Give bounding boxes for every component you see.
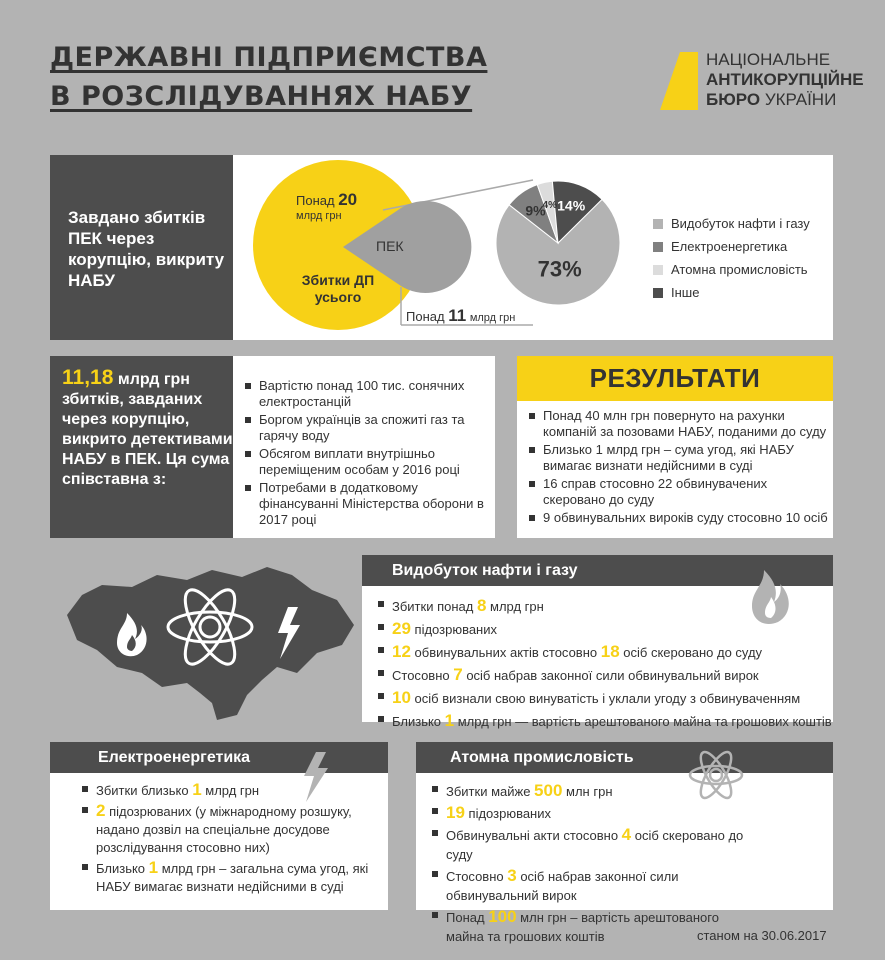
- electric-text: млрд грн: [201, 783, 260, 798]
- logo-line-3-thin: УКРАЇНИ: [764, 90, 837, 109]
- atom-text: Стосовно: [446, 869, 508, 884]
- atom-number: 3: [507, 866, 517, 885]
- damage-description: Завдано збитків ПЕК через корупцію, викриту НАБУ: [50, 155, 233, 340]
- electric-text: підозрюваних (у міжнародному розшуку, надано дозвіл на спеціальне досудове розслідування стосовно них): [96, 804, 352, 855]
- result-item: Понад 40 млн грн повернуто на рахунки компаній за позовами НАБУ, поданими до суду: [527, 408, 833, 440]
- atom-item: [430, 825, 750, 864]
- comparison-list-panel: [233, 356, 495, 538]
- electric-item: [80, 781, 380, 800]
- atom-text: млн грн: [562, 784, 613, 799]
- oil-item: [376, 711, 833, 732]
- oil-text: осіб скеровано до суду: [619, 645, 763, 660]
- comparison-bold-end: Ця сума співставна з:: [62, 451, 230, 488]
- nabu-logo-icon: [660, 52, 698, 110]
- oil-item: [376, 642, 833, 663]
- results-list: [527, 408, 833, 526]
- atom-item: [430, 803, 750, 823]
- pie-legend: [653, 212, 810, 304]
- result-item: 16 справ стосовно 22 обвинувачених скеровано до суду: [527, 476, 833, 508]
- total-damage-amount: [296, 190, 358, 223]
- legend-label-electric: Електроенергетика: [671, 239, 788, 254]
- pek-value: 11: [448, 306, 467, 325]
- logo-line-1: НАЦІОНАЛЬНЕ: [706, 50, 831, 69]
- legend-item-other: [653, 281, 810, 304]
- atom-section-title: Атомна промисловість: [416, 742, 833, 773]
- comparison-item: Потребами в додатковому фінансуванні Міністерства оборони в 2017 році: [243, 480, 495, 528]
- title-line-1: ДЕРЖАВНІ ПІДПРИЄМСТВА: [50, 42, 488, 73]
- oil-text: млрд грн — вартість арештованого майна та грошових коштів: [454, 714, 832, 729]
- atom-number: 500: [534, 781, 563, 800]
- oil-text: осіб визнали свою винуватість і уклали угоду з обвинуваченням: [410, 691, 801, 706]
- results-panel: [517, 401, 833, 538]
- oil-text: млрд грн: [486, 599, 544, 614]
- legend-label-atom: Атомна промисловість: [671, 262, 808, 277]
- total-unit: млрд грн: [296, 210, 342, 222]
- results-title: РЕЗУЛЬТАТИ: [517, 356, 833, 401]
- atom-text: осіб скеровано до суду: [446, 828, 744, 862]
- electric-number: 1: [148, 858, 159, 877]
- pek-label: ПЕК: [376, 238, 404, 254]
- date-note: станом на 30.06.2017: [697, 928, 827, 943]
- oil-number: 7: [453, 665, 463, 684]
- electric-item: [80, 802, 380, 857]
- atom-icon-outline: [686, 745, 746, 805]
- oil-item: [376, 688, 833, 709]
- logo-line-3-bold: БЮРО: [706, 90, 761, 109]
- logo-line-2: АНТИКОРУПЦІЙНЕ: [706, 70, 864, 89]
- pie-label-electric: 9%: [525, 202, 546, 219]
- legend-item-electric: [653, 235, 810, 258]
- oil-text: Стосовно: [392, 668, 454, 683]
- total-damage-label: Збитки ДП усього: [301, 272, 375, 305]
- electric-number: 2: [96, 801, 106, 820]
- pek-pie-chart: [490, 180, 630, 310]
- ukraine-shape: [67, 567, 354, 720]
- nabu-logo-text: [706, 50, 864, 110]
- electric-text: Збитки близько: [96, 783, 193, 798]
- oil-text: Близько: [392, 714, 445, 729]
- electric-item: [80, 859, 380, 896]
- title-line-2: В РОЗСЛІДУВАННЯХ НАБУ: [50, 81, 473, 112]
- atom-text: Понад: [446, 910, 489, 925]
- oil-text: осіб набрав законної сили обвинувальний вирок: [462, 668, 759, 683]
- atom-text: осіб набрав законної сили обвинувальний вирок: [446, 869, 679, 903]
- oil-number: 18: [600, 642, 620, 661]
- atom-number: 19: [446, 803, 465, 822]
- pie-label-other: 14%: [557, 197, 586, 214]
- result-item: 9 обвинувальних вироків суду стосовно 10 осіб: [527, 510, 833, 526]
- atom-text: підозрюваних: [464, 806, 552, 821]
- atom-item: [430, 866, 750, 905]
- page-title: [50, 38, 487, 116]
- atom-text: Обвинувальні акти стосовно: [446, 828, 622, 843]
- electric-section-title: Електроенергетика: [50, 742, 388, 773]
- atom-text: Збитки майже: [446, 784, 535, 799]
- comparison-text: млрд грн збитків, завданих через корупцію, викрито детективами НАБУ в ПЕК.: [62, 371, 233, 468]
- total-value: 20: [338, 190, 358, 209]
- pie-label-oil: 73%: [537, 256, 582, 282]
- total-prefix: Понад: [296, 193, 335, 208]
- ukraine-map: [62, 555, 362, 725]
- oil-text: Збитки понад: [392, 599, 477, 614]
- comparison-big-value: 11,18: [62, 366, 114, 389]
- legend-label-other: Інше: [671, 285, 700, 300]
- legend-item-atom: [653, 258, 810, 281]
- electric-list: [80, 781, 380, 896]
- oil-number: 1: [444, 711, 455, 730]
- pek-unit: млрд грн: [469, 312, 516, 324]
- result-item: Близько 1 млрд грн – сума угод, які НАБУ вимагає визнати недійсними в суді: [527, 442, 833, 474]
- legend-item-oil: [653, 212, 810, 235]
- pek-prefix: Понад: [406, 309, 445, 324]
- oil-item: [376, 665, 833, 686]
- legend-label-oil: Видобуток нафти і газу: [671, 216, 810, 231]
- oil-section-title: Видобуток нафти і газу: [362, 555, 833, 586]
- comparison-item: Обсягом виплати внутрішньо переміщеним особам у 2016 році: [243, 446, 495, 478]
- comparison-summary: [50, 356, 233, 538]
- oil-text: обвинувальних актів стосовно: [410, 645, 601, 660]
- atom-text: млн грн – вартість арештованого майна та грошових коштів: [446, 910, 719, 944]
- electric-section: [50, 773, 388, 910]
- electric-number: 1: [192, 780, 202, 799]
- oil-number: 29: [392, 619, 411, 638]
- atom-list: [430, 781, 750, 946]
- comparison-item: Вартістю понад 100 тис. сонячних електростанцій: [243, 378, 495, 410]
- comparison-list: [243, 378, 495, 528]
- oil-number: 10: [392, 688, 411, 707]
- pie-label-atom: 4%: [542, 200, 557, 212]
- atom-number: 4: [621, 825, 632, 844]
- oil-number: 12: [392, 642, 411, 661]
- electric-text: Близько: [96, 861, 149, 876]
- fire-icon-outline: [748, 568, 798, 628]
- atom-number: 100: [488, 907, 517, 926]
- lightning-icon-outline: [300, 752, 332, 802]
- oil-number: 8: [476, 596, 487, 615]
- oil-text: підозрюваних: [410, 622, 498, 637]
- electric-text: млрд грн – загальна сума угод, які НАБУ вимагає визнати недійсними в суді: [96, 861, 369, 894]
- comparison-item: Боргом українців за спожиті газ та гарячу воду: [243, 412, 495, 444]
